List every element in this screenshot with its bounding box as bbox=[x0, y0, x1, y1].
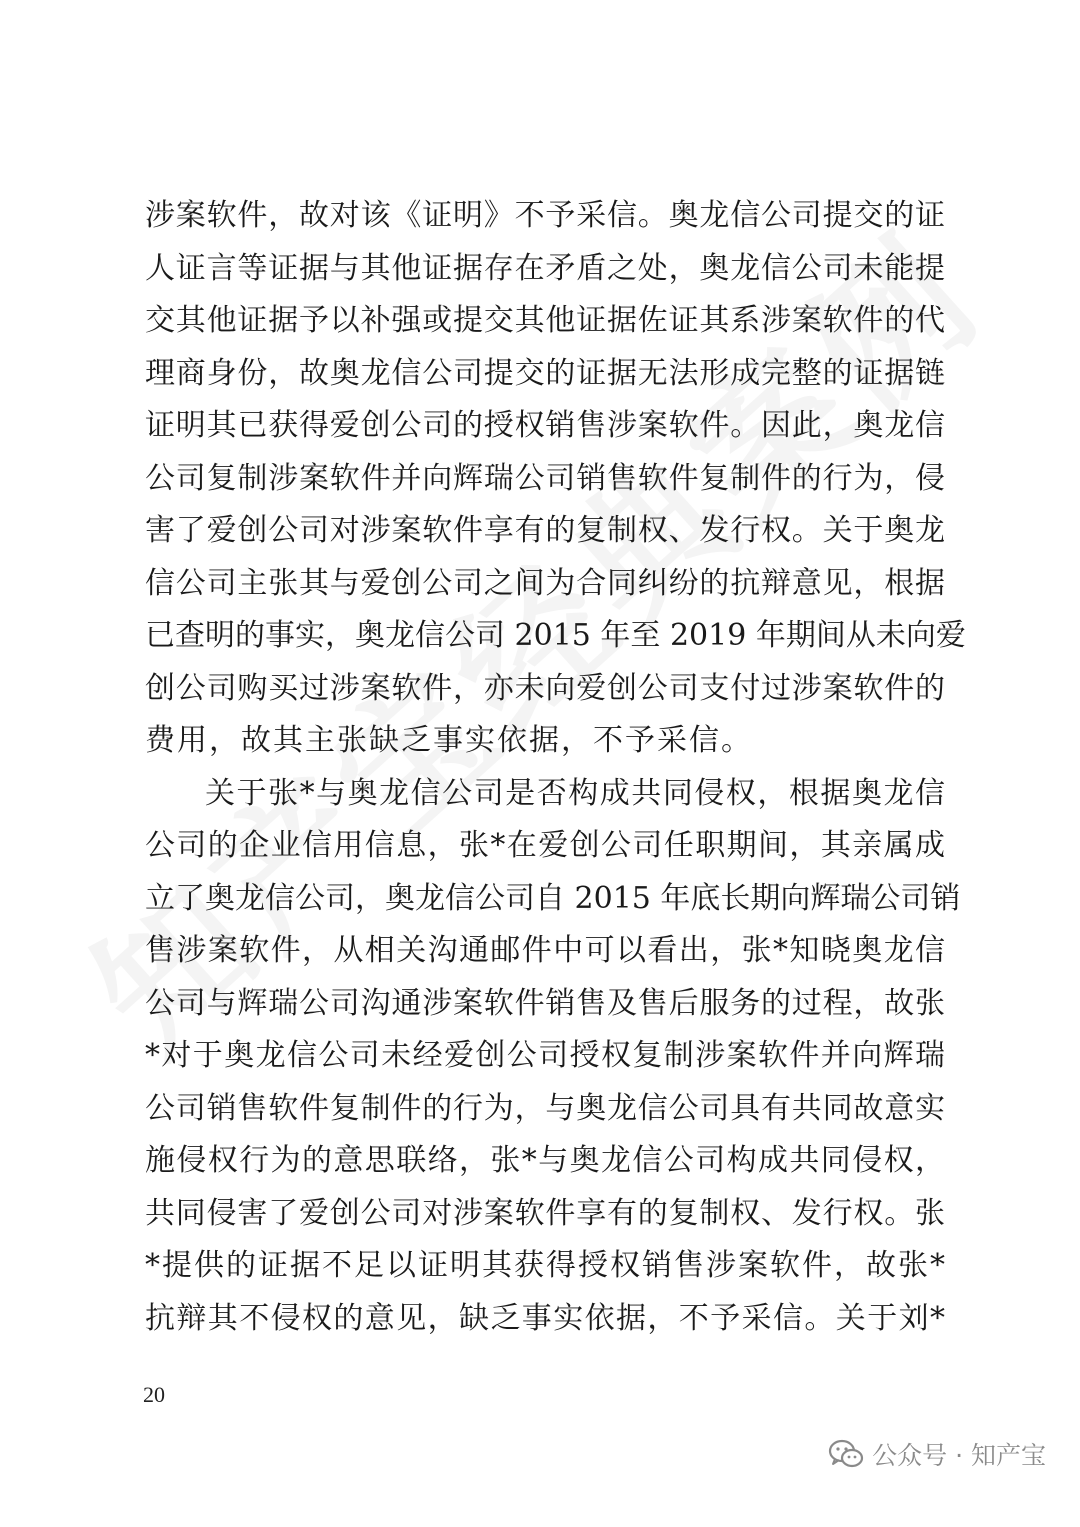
text-line: 费用，故其主张缺乏事实依据，不予采信。 bbox=[145, 723, 753, 758]
text-line: 关于张*与奥龙信公司是否构成共同侵权，根据奥龙信 bbox=[205, 775, 945, 811]
paragraph-2 bbox=[145, 768, 961, 1346]
wechat-icon bbox=[828, 1439, 864, 1469]
footer-attribution bbox=[828, 1436, 1046, 1472]
text-line: 害了爱创公司对涉案软件享有的复制权、发行权。关于奥龙 bbox=[145, 513, 945, 548]
text-line: 交其他证据予以补强或提交其他证据佐证其系涉案软件的代 bbox=[145, 303, 945, 338]
text-line: 已查明的事实，奥龙信公司 2015 年至 2019 年期间从未向爱 bbox=[145, 618, 966, 653]
paragraph-1 bbox=[145, 190, 966, 768]
document-body bbox=[145, 190, 966, 1345]
text-line: 抗辩其不侵权的意见，缺乏事实依据，不予采信。关于刘* bbox=[145, 1300, 945, 1336]
text-line: 施侵权行为的意思联络，张*与奥龙信公司构成共同侵权， bbox=[145, 1143, 945, 1178]
text-line: 公司与辉瑞公司沟通涉案软件销售及售后服务的过程，故张 bbox=[145, 985, 945, 1021]
text-line: *提供的证据不足以证明其获得授权销售涉案软件，故张* bbox=[145, 1248, 945, 1283]
text-line: 共同侵害了爱创公司对涉案软件享有的复制权、发行权。张 bbox=[145, 1195, 945, 1231]
text-line: 立了奥龙信公司，奥龙信公司自 2015 年底长期向辉瑞公司销 bbox=[145, 880, 961, 916]
text-line: 公司复制涉案软件并向辉瑞公司销售软件复制件的行为，侵 bbox=[145, 460, 945, 496]
text-line: 信公司主张其与爱创公司之间为合同纠纷的抗辩意见，根据 bbox=[145, 565, 945, 601]
text-line: 人证言等证据与其他证据存在矛盾之处，奥龙信公司未能提 bbox=[145, 250, 945, 286]
text-line: 公司销售软件复制件的行为，与奥龙信公司具有共同故意实 bbox=[145, 1090, 945, 1126]
text-line: 涉案软件，故对该《证明》不予采信。奥龙信公司提交的证 bbox=[145, 198, 945, 233]
text-line: 理商身份，故奥龙信公司提交的证据无法形成完整的证据链 bbox=[145, 355, 945, 391]
footer-attribution-text: 公众号 · 知产宝 bbox=[872, 1441, 1046, 1470]
text-line: 售涉案软件，从相关沟通邮件中可以看出，张*知晓奥龙信 bbox=[145, 933, 945, 968]
page-number: 20 bbox=[143, 1382, 165, 1407]
text-line: 公司的企业信用信息，张*在爱创公司任职期间，其亲属成 bbox=[145, 828, 945, 863]
text-line: 创公司购买过涉案软件，亦未向爱创公司支付过涉案软件的 bbox=[145, 670, 945, 706]
text-line: 证明其已获得爱创公司的授权销售涉案软件。因此，奥龙信 bbox=[145, 408, 945, 443]
text-line: *对于奥龙信公司未经爱创公司授权复制涉案软件并向辉瑞 bbox=[145, 1038, 945, 1073]
